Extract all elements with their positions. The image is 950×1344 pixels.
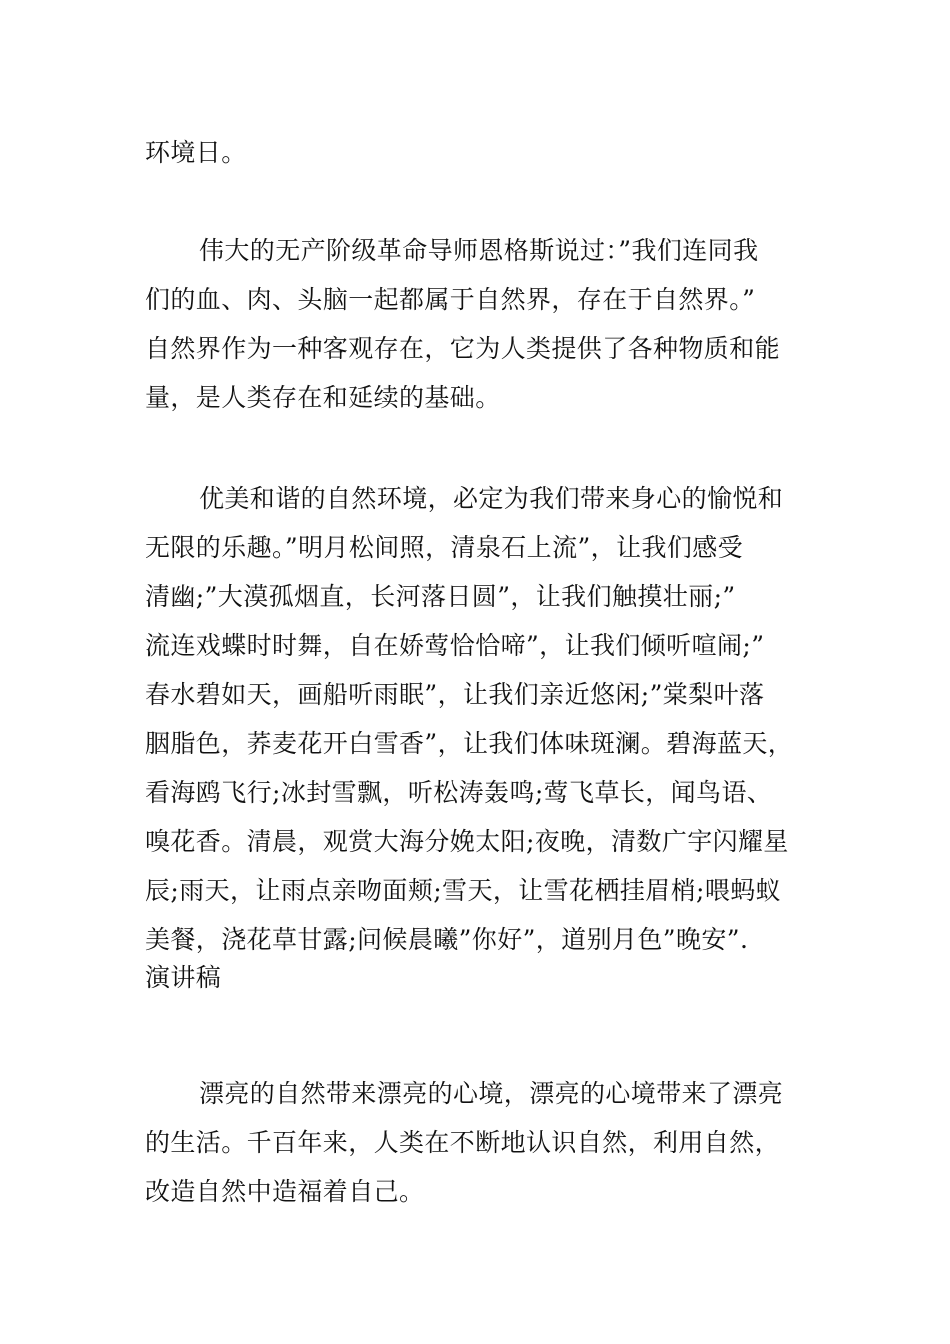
paragraph-3 xyxy=(145,474,825,992)
text-line xyxy=(145,226,825,275)
text-line: 改造自然中造福着自己。 xyxy=(145,1177,425,1206)
text-line: 看海鸥飞行;冰封雪飘，听松涛轰鸣;莺飞草长，闻鸟语、 xyxy=(145,778,773,807)
text-line: 清幽;”大漠孤烟直，长河落日圆”，让我们触摸壮丽;” xyxy=(145,582,736,611)
paragraph-2 xyxy=(145,226,825,422)
text-line xyxy=(145,474,825,523)
text-line: 辰;雨天，让雨点亲吻面颊;雪天，让雪花栖挂眉梢;喂蚂蚁 xyxy=(145,876,782,905)
text-line: 春水碧如天，画船听雨眠”，让我们亲近悠闲;”棠梨叶落 xyxy=(145,680,765,709)
text-line: 们的血、肉、头脑一起都属于自然界，存在于自然界。” xyxy=(145,285,756,314)
paragraph-1 xyxy=(145,128,825,177)
text-line: 嗅花香。清晨，观赏大海分娩太阳;夜晚，清数广宇闪耀星 xyxy=(145,827,789,856)
text-line-content: 漂亮的自然带来漂亮的心境，漂亮的心境带来了漂亮 xyxy=(199,1079,784,1108)
text-line: 的生活。千百年来，人类在不断地认识自然，利用自然， xyxy=(145,1128,781,1157)
text-line: 无限的乐趣。”明月松间照，清泉石上流”，让我们感受 xyxy=(145,533,744,562)
paragraph-4 xyxy=(145,1069,825,1216)
text-line: 量，是人类存在和延续的基础。 xyxy=(145,383,501,412)
text-line-content: 伟大的无产阶级革命导师恩格斯说过：”我们连同我 xyxy=(199,236,759,265)
text-line: 自然界作为一种客观存在，它为人类提供了各种物质和能 xyxy=(145,334,781,363)
text-line: 美餐，浇花草甘露;问候晨曦”你好”，道别月色”晚安”. xyxy=(145,925,749,954)
text-line: 胭脂色，荞麦花开白雪香”，让我们体味斑澜。碧海蓝天， xyxy=(145,729,794,758)
text-line: 环境日。 xyxy=(145,138,247,167)
text-line xyxy=(145,1069,825,1118)
text-line-content: 优美和谐的自然环境，必定为我们带来身心的愉悦和 xyxy=(199,484,784,513)
text-line: 流连戏蝶时时舞，自在娇莺恰恰啼”，让我们倾听喧闹;” xyxy=(145,631,765,660)
paragraph-tail: 演讲稿 xyxy=(145,963,222,992)
